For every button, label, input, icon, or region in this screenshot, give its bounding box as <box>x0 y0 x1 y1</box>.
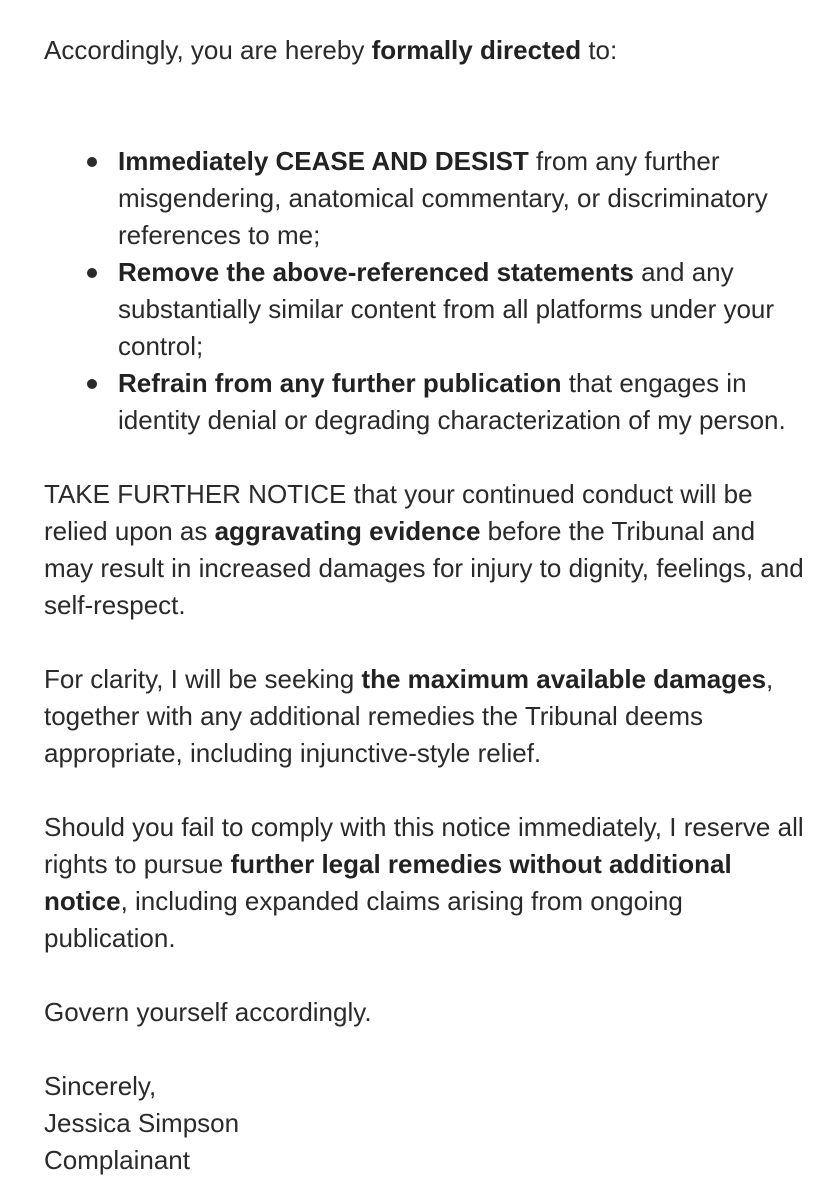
notice-text: TAKE FURTHER NOTICE that your continued conduct will be relied upon as <box>44 479 753 546</box>
directive-emphasis: Immediately CEASE AND DESIST <box>118 146 529 176</box>
intro-paragraph <box>44 32 804 69</box>
clarity-text: For clarity, I will be seeking <box>44 664 362 694</box>
notice-text-end: before the Tribunal and may result in increased damages for injury to dignity, feelings, and self-respect. <box>44 516 804 620</box>
directive-text: from any further misgendering, anatomical commentary, or discriminatory references to me; <box>118 146 768 250</box>
intro-text: Accordingly, you are hereby <box>44 35 372 65</box>
clarity-paragraph <box>44 661 804 772</box>
directive-emphasis: Remove the above-referenced statements <box>118 257 634 287</box>
intro-text-end: to: <box>581 35 618 65</box>
list-item <box>118 143 804 254</box>
comply-text-end: , including expanded claims arising from ongoing publication. <box>44 886 683 953</box>
list-item <box>118 254 804 365</box>
signature-block <box>44 1068 804 1179</box>
directive-emphasis: Refrain from any further publication <box>118 368 562 398</box>
clarity-text-end: , together with any additional remedies the Tribunal deems appropriate, including injunctive-style relief. <box>44 664 774 768</box>
clarity-emphasis: the maximum available damages <box>361 664 767 694</box>
signature-role: Complainant <box>44 1145 190 1175</box>
directives-list <box>44 143 804 439</box>
signature-closing: Sincerely, <box>44 1071 157 1101</box>
signature-name: Jessica Simpson <box>44 1108 240 1138</box>
comply-text: Should you fail to comply with this notice immediately, I reserve all rights to pursue <box>44 812 804 879</box>
letter-body <box>44 32 804 1179</box>
govern-paragraph: Govern yourself accordingly. <box>44 997 372 1027</box>
directive-text: that engages in identity denial or degrading characterization of my person. <box>118 368 786 435</box>
list-item <box>118 365 804 439</box>
notice-paragraph <box>44 476 804 624</box>
directive-text: and any substantially similar content from all platforms under your control; <box>118 257 775 361</box>
notice-emphasis: aggravating evidence <box>214 516 481 546</box>
comply-emphasis: further legal remedies without additional notice <box>44 849 732 916</box>
comply-paragraph <box>44 809 804 957</box>
intro-emphasis: formally directed <box>371 35 582 65</box>
